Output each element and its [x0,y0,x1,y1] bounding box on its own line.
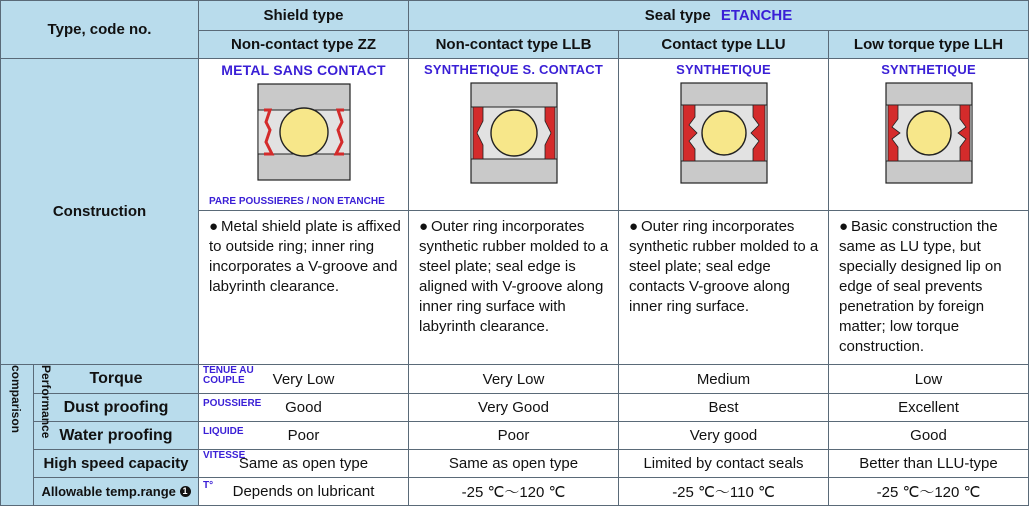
col-header-zz: Non-contact type ZZ [199,31,409,59]
construction-cell-zz [199,59,409,211]
construction-cell-llb [409,59,619,211]
description-llb [409,211,619,365]
speed-zz [199,450,409,478]
type-code-header [1,1,199,59]
torque-zz-value: Very Low [272,370,335,388]
speed-llb: Same as open type [409,450,619,478]
dust-zz-value: Good [285,399,322,416]
description-zz [199,211,409,365]
dust-llu: Best [619,394,829,422]
bullet-icon: ● [629,218,639,235]
temp-fr-label: T° [203,480,214,491]
seal-type-fr-label: ETANCHE [720,7,793,24]
speed-llh: Better than LLU-type [829,450,1029,478]
row-header-torque: Torque [34,365,199,394]
water-llb: Poor [409,422,619,450]
description-text-llh: Basic construction the same as LU type, but specially designed lip on edge of seal prevents penetration by foreign matter; low torque construction. [839,218,1002,355]
row-header-water: Water proofing [34,422,199,450]
bullet-icon: ● [209,218,219,235]
speed-zz-value: Same as open type [238,455,369,472]
torque-zz [199,365,409,394]
construction-label: Construction [52,203,147,220]
torque-fr-label: TENUE AU COUPLE [203,365,254,386]
speed-fr-label: VITESSE [203,450,246,461]
description-text-llu: Outer ring incorporates synthetic rubber molded to a steel plate; seal edge contacts V-groove along inner ring surface. [629,218,819,315]
col-header-llh: Low torque type LLH [829,31,1029,59]
dust-zz [199,394,409,422]
bullet-icon: ● [839,218,849,235]
temp-label: Allowable temp.range [41,484,176,499]
row-header-dust: Dust proofing [34,394,199,422]
temp-llh: -25 ℃～120 ℃ [829,478,1029,506]
water-fr-label: LIQUIDE [203,426,244,437]
torque-llb: Very Low [409,365,619,394]
dust-llh: Excellent [829,394,1029,422]
construction-cell-llu [619,59,829,211]
torque-llh: Low [829,365,1029,394]
description-text-llb: Outer ring incorporates synthetic rubber molded to a steel plate; seal edge is aligned with V-groove along inner ring surface with labyrinth clearance. [419,218,609,335]
seal-type-header [409,1,1029,31]
construction-header [1,59,199,365]
performance-side-label: Performance comparison [9,365,53,439]
description-text-zz: Metal shield plate is affixed to outside ring; inner ring incorporates a V-groove and labyrinth clearance. [209,218,401,295]
llh-bearing-diagram [884,81,974,185]
dust-llb: Very Good [409,394,619,422]
dust-fr-label: POUSSIERE [203,398,262,409]
construction-title-zz: METAL SANS CONTACT [221,62,386,78]
construction-title-llu: SYNTHETIQUE [676,62,771,77]
row-header-temp [34,478,199,506]
water-zz-value: Poor [287,427,320,444]
col-header-llu: Contact type LLU [619,31,829,59]
speed-llu: Limited by contact seals [619,450,829,478]
water-zz [199,422,409,450]
torque-llu: Medium [619,365,829,394]
col-header-llb: Non-contact type LLB [409,31,619,59]
row-header-speed: High speed capacity [34,450,199,478]
shield-type-label: Shield type [263,7,344,24]
bullet-icon: ● [419,218,429,235]
description-llu [619,211,829,365]
type-code-label: Type, code no. [47,21,152,38]
seal-type-label: Seal type [644,7,711,24]
construction-title-llh: SYNTHETIQUE [881,62,976,77]
construction-title-llb: SYNTHETIQUE S. CONTACT [424,62,603,77]
zz-note: PARE POUSSIERES / NON ETANCHE [209,196,385,207]
zz-bearing-diagram [256,82,352,182]
construction-cell-llh [829,59,1029,211]
temp-zz-value: Depends on lubricant [232,483,375,500]
temp-llu: -25 ℃～110 ℃ [619,478,829,506]
performance-side-header [1,365,53,506]
description-llh [829,211,1029,365]
llu-bearing-diagram [679,81,769,185]
water-llh: Good [829,422,1029,450]
footnote-1-icon: 1 [180,486,191,497]
llb-bearing-diagram [469,81,559,185]
shield-type-header [199,1,409,31]
temp-zz [199,478,409,506]
temp-llb: -25 ℃～120 ℃ [409,478,619,506]
water-llu: Very good [619,422,829,450]
